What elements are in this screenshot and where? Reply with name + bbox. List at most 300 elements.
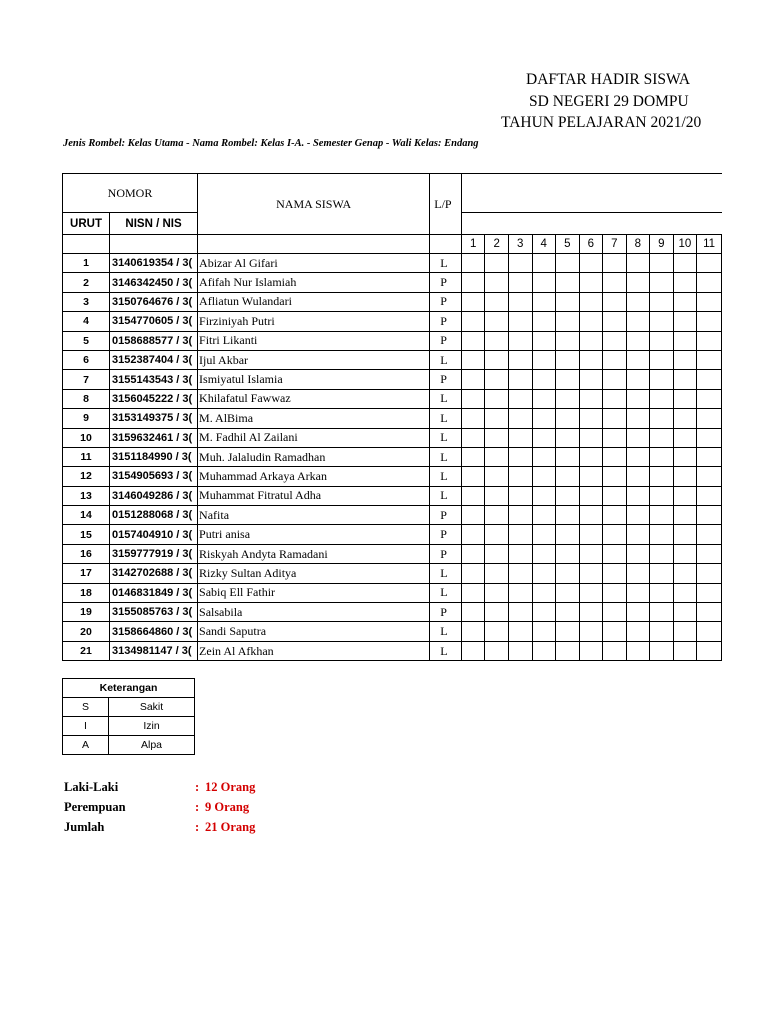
attendance-cell[interactable]: [603, 409, 627, 428]
attendance-cell[interactable]: [579, 467, 603, 486]
attendance-cell[interactable]: [650, 409, 674, 428]
attendance-cell[interactable]: [626, 486, 650, 505]
attendance-cell[interactable]: [532, 312, 556, 331]
summary-value: 21 Orang: [205, 820, 256, 834]
attendance-cell[interactable]: [697, 525, 722, 544]
attendance-cell[interactable]: [673, 525, 697, 544]
nisn-cell: 3142702688 / 3(: [110, 564, 198, 583]
attendance-cell[interactable]: [603, 350, 627, 369]
attendance-cell[interactable]: [532, 486, 556, 505]
attendance-cell[interactable]: [508, 641, 532, 660]
student-name: Firziniyah Putri: [198, 312, 430, 331]
summary-colon: :: [195, 800, 200, 814]
attendance-cell[interactable]: [508, 428, 532, 447]
attendance-cell[interactable]: [697, 447, 722, 466]
attendance-cell[interactable]: [532, 544, 556, 563]
attendance-cell[interactable]: [556, 312, 580, 331]
attendance-cell[interactable]: [697, 428, 722, 447]
attendance-cell[interactable]: [556, 603, 580, 622]
attendance-cell[interactable]: [579, 292, 603, 311]
attendance-cell[interactable]: [603, 312, 627, 331]
summary-value: 9 Orang: [205, 800, 250, 814]
attendance-cell[interactable]: [603, 544, 627, 563]
attendance-cell[interactable]: [673, 641, 697, 660]
attendance-cell[interactable]: [556, 370, 580, 389]
attendance-cell[interactable]: [603, 292, 627, 311]
attendance-cell[interactable]: [603, 583, 627, 602]
attendance-cell[interactable]: [508, 564, 532, 583]
summary-value: 12 Orang: [205, 780, 256, 794]
student-name: Muhammad Arkaya Arkan: [198, 467, 430, 486]
attendance-cell[interactable]: [532, 409, 556, 428]
attendance-cell[interactable]: [461, 544, 485, 563]
attendance-cell[interactable]: [579, 312, 603, 331]
table-row: [63, 467, 722, 486]
attendance-cell[interactable]: [603, 564, 627, 583]
attendance-cell[interactable]: [626, 350, 650, 369]
attendance-cell[interactable]: [461, 486, 485, 505]
gender-cell: L: [430, 564, 462, 583]
attendance-cell[interactable]: [697, 409, 722, 428]
attendance-cell[interactable]: [626, 583, 650, 602]
attendance-cell[interactable]: [603, 389, 627, 408]
attendance-cell[interactable]: [532, 583, 556, 602]
attendance-cell[interactable]: [579, 506, 603, 525]
attendance-cell[interactable]: [461, 370, 485, 389]
attendance-cell[interactable]: [697, 603, 722, 622]
attendance-cell[interactable]: [650, 486, 674, 505]
attendance-cell[interactable]: [485, 583, 509, 602]
attendance-cell[interactable]: [485, 292, 509, 311]
attendance-cell[interactable]: [461, 564, 485, 583]
attendance-cell[interactable]: [603, 331, 627, 350]
attendance-cell[interactable]: [626, 292, 650, 311]
attendance-cell[interactable]: [532, 428, 556, 447]
attendance-cell[interactable]: [508, 583, 532, 602]
attendance-cell[interactable]: [508, 544, 532, 563]
attendance-cell[interactable]: [461, 312, 485, 331]
attendance-cell[interactable]: [485, 331, 509, 350]
summary-label: Laki-Laki: [64, 780, 119, 794]
legend-label: Izin: [109, 717, 195, 736]
attendance-cell[interactable]: [697, 506, 722, 525]
attendance-cell[interactable]: [673, 409, 697, 428]
attendance-cell[interactable]: [626, 370, 650, 389]
attendance-cell[interactable]: [673, 467, 697, 486]
attendance-cell[interactable]: [508, 409, 532, 428]
attendance-cell[interactable]: [673, 292, 697, 311]
attendance-cell[interactable]: [485, 641, 509, 660]
day-number: 9: [650, 235, 674, 254]
attendance-cell[interactable]: [485, 506, 509, 525]
row-number: 6: [63, 350, 110, 369]
attendance-cell[interactable]: [485, 370, 509, 389]
nisn-cell: 3159632461 / 3(: [110, 428, 198, 447]
attendance-cell[interactable]: [697, 254, 722, 273]
attendance-cell[interactable]: [673, 622, 697, 641]
attendance-cell[interactable]: [603, 273, 627, 292]
attendance-cell[interactable]: [485, 254, 509, 273]
col-nisn-header: NISN / NIS: [110, 213, 198, 235]
row-number: 15: [63, 525, 110, 544]
attendance-cell[interactable]: [650, 254, 674, 273]
attendance-cell[interactable]: [556, 447, 580, 466]
student-name: M. Fadhil Al Zailani: [198, 428, 430, 447]
attendance-cell[interactable]: [673, 506, 697, 525]
attendance-cell[interactable]: [626, 506, 650, 525]
attendance-cell[interactable]: [508, 389, 532, 408]
attendance-cell[interactable]: [579, 603, 603, 622]
student-name: Salsabila: [198, 603, 430, 622]
attendance-cell[interactable]: [626, 564, 650, 583]
attendance-cell[interactable]: [603, 254, 627, 273]
row-number: 11: [63, 447, 110, 466]
attendance-cell[interactable]: [508, 331, 532, 350]
attendance-cell[interactable]: [508, 447, 532, 466]
attendance-cell[interactable]: [650, 447, 674, 466]
attendance-cell[interactable]: [556, 506, 580, 525]
attendance-cell[interactable]: [697, 350, 722, 369]
attendance-cell[interactable]: [556, 641, 580, 660]
attendance-cell[interactable]: [508, 312, 532, 331]
col-urut-header: URUT: [63, 213, 110, 235]
student-name: Rizky Sultan Aditya: [198, 564, 430, 583]
attendance-cell[interactable]: [603, 622, 627, 641]
gender-cell: P: [430, 273, 462, 292]
table-row: [63, 641, 722, 660]
nisn-cell: 3146049286 / 3(: [110, 486, 198, 505]
attendance-cell[interactable]: [485, 622, 509, 641]
attendance-cell[interactable]: [626, 544, 650, 563]
attendance-cell[interactable]: [650, 467, 674, 486]
attendance-cell[interactable]: [532, 331, 556, 350]
attendance-cell[interactable]: [508, 506, 532, 525]
attendance-cell[interactable]: [579, 583, 603, 602]
attendance-cell[interactable]: [673, 389, 697, 408]
day-number: 7: [603, 235, 627, 254]
attendance-cell[interactable]: [532, 370, 556, 389]
gender-cell: L: [430, 428, 462, 447]
table-row: [63, 409, 722, 428]
attendance-cell[interactable]: [461, 622, 485, 641]
attendance-cell[interactable]: [697, 622, 722, 641]
attendance-cell[interactable]: [650, 641, 674, 660]
attendance-cell[interactable]: [603, 641, 627, 660]
nisn-cell: 3156045222 / 3(: [110, 389, 198, 408]
attendance-cell[interactable]: [461, 467, 485, 486]
attendance-cell[interactable]: [556, 331, 580, 350]
attendance-cell[interactable]: [603, 603, 627, 622]
attendance-cell[interactable]: [626, 447, 650, 466]
attendance-cell[interactable]: [673, 273, 697, 292]
attendance-cell[interactable]: [650, 273, 674, 292]
nisn-cell: 3152387404 / 3(: [110, 350, 198, 369]
gender-cell: L: [430, 486, 462, 505]
attendance-cell[interactable]: [673, 603, 697, 622]
attendance-cell[interactable]: [697, 583, 722, 602]
attendance-cell[interactable]: [556, 389, 580, 408]
gender-cell: L: [430, 254, 462, 273]
attendance-cell[interactable]: [556, 544, 580, 563]
attendance-cell[interactable]: [556, 486, 580, 505]
attendance-cell[interactable]: [508, 467, 532, 486]
summary-label: Jumlah: [64, 820, 105, 834]
attendance-cell[interactable]: [532, 467, 556, 486]
attendance-cell[interactable]: [485, 564, 509, 583]
attendance-cell[interactable]: [556, 583, 580, 602]
attendance-cell[interactable]: [579, 331, 603, 350]
attendance-cell[interactable]: [461, 273, 485, 292]
attendance-cell[interactable]: [579, 254, 603, 273]
gender-cell: L: [430, 641, 462, 660]
attendance-cell[interactable]: [579, 486, 603, 505]
date-header-bottom: [461, 213, 721, 235]
attendance-cell[interactable]: [579, 409, 603, 428]
attendance-cell[interactable]: [673, 254, 697, 273]
attendance-cell[interactable]: [697, 273, 722, 292]
attendance-cell[interactable]: [626, 525, 650, 544]
attendance-cell[interactable]: [461, 447, 485, 466]
day-number: 10: [673, 235, 697, 254]
attendance-cell[interactable]: [579, 447, 603, 466]
attendance-cell[interactable]: [508, 370, 532, 389]
attendance-cell[interactable]: [697, 331, 722, 350]
attendance-cell[interactable]: [579, 350, 603, 369]
row-number: 9: [63, 409, 110, 428]
attendance-cell[interactable]: [626, 622, 650, 641]
row-number: 10: [63, 428, 110, 447]
nisn-cell: 3158664860 / 3(: [110, 622, 198, 641]
attendance-cell[interactable]: [603, 525, 627, 544]
day-number: 1: [461, 235, 485, 254]
nisn-cell: 3151184990 / 3(: [110, 447, 198, 466]
attendance-cell[interactable]: [673, 350, 697, 369]
attendance-cell[interactable]: [485, 273, 509, 292]
attendance-cell[interactable]: [461, 254, 485, 273]
gender-cell: L: [430, 583, 462, 602]
attendance-cell[interactable]: [650, 583, 674, 602]
attendance-cell[interactable]: [603, 428, 627, 447]
legend-title: Keterangan: [63, 679, 195, 698]
attendance-cell[interactable]: [556, 254, 580, 273]
attendance-cell[interactable]: [461, 506, 485, 525]
student-name: Afliatun Wulandari: [198, 292, 430, 311]
attendance-cell[interactable]: [697, 370, 722, 389]
attendance-cell[interactable]: [673, 583, 697, 602]
attendance-cell[interactable]: [626, 331, 650, 350]
attendance-cell[interactable]: [461, 389, 485, 408]
attendance-cell[interactable]: [461, 428, 485, 447]
attendance-cell[interactable]: [603, 467, 627, 486]
table-row: [63, 389, 722, 408]
attendance-cell[interactable]: [626, 273, 650, 292]
day-number: 6: [579, 235, 603, 254]
attendance-cell[interactable]: [650, 506, 674, 525]
attendance-cell[interactable]: [556, 292, 580, 311]
attendance-cell[interactable]: [508, 292, 532, 311]
attendance-cell[interactable]: [579, 622, 603, 641]
attendance-cell[interactable]: [650, 428, 674, 447]
attendance-cell[interactable]: [579, 273, 603, 292]
student-name: Zein Al Afkhan: [198, 641, 430, 660]
attendance-cell[interactable]: [461, 641, 485, 660]
attendance-cell[interactable]: [508, 350, 532, 369]
attendance-cell[interactable]: [650, 603, 674, 622]
attendance-cell[interactable]: [697, 389, 722, 408]
attendance-cell[interactable]: [485, 409, 509, 428]
attendance-cell[interactable]: [697, 292, 722, 311]
attendance-cell[interactable]: [485, 544, 509, 563]
col-lp-header: L/P: [430, 174, 462, 235]
attendance-cell[interactable]: [485, 389, 509, 408]
attendance-cell[interactable]: [485, 603, 509, 622]
day-number: 5: [556, 235, 580, 254]
attendance-cell[interactable]: [579, 544, 603, 563]
attendance-cell[interactable]: [650, 389, 674, 408]
attendance-cell[interactable]: [532, 292, 556, 311]
attendance-cell[interactable]: [626, 409, 650, 428]
student-name: Sabiq Ell Fathir: [198, 583, 430, 602]
attendance-cell[interactable]: [579, 525, 603, 544]
attendance-cell[interactable]: [485, 312, 509, 331]
table-row: [63, 292, 722, 311]
attendance-cell[interactable]: [650, 292, 674, 311]
attendance-cell[interactable]: [626, 389, 650, 408]
attendance-cell[interactable]: [485, 486, 509, 505]
attendance-cell[interactable]: [556, 409, 580, 428]
attendance-cell[interactable]: [508, 273, 532, 292]
attendance-cell[interactable]: [485, 428, 509, 447]
attendance-cell[interactable]: [603, 486, 627, 505]
attendance-cell[interactable]: [508, 525, 532, 544]
attendance-cell[interactable]: [650, 370, 674, 389]
attendance-cell[interactable]: [650, 350, 674, 369]
attendance-cell[interactable]: [697, 564, 722, 583]
attendance-cell[interactable]: [673, 312, 697, 331]
attendance-cell[interactable]: [532, 254, 556, 273]
attendance-cell[interactable]: [556, 467, 580, 486]
attendance-cell[interactable]: [579, 370, 603, 389]
attendance-cell[interactable]: [650, 622, 674, 641]
attendance-cell[interactable]: [579, 564, 603, 583]
attendance-cell[interactable]: [626, 641, 650, 660]
attendance-cell[interactable]: [556, 564, 580, 583]
gender-cell: P: [430, 370, 462, 389]
attendance-cell[interactable]: [532, 350, 556, 369]
attendance-cell[interactable]: [626, 467, 650, 486]
attendance-cell[interactable]: [650, 564, 674, 583]
attendance-cell[interactable]: [532, 273, 556, 292]
attendance-cell[interactable]: [579, 641, 603, 660]
legend-label: Sakit: [109, 698, 195, 717]
attendance-cell[interactable]: [697, 641, 722, 660]
attendance-cell[interactable]: [485, 447, 509, 466]
blank-cell: [430, 235, 462, 254]
attendance-cell[interactable]: [532, 525, 556, 544]
attendance-cell[interactable]: [532, 641, 556, 660]
table-row: [63, 622, 722, 641]
attendance-cell[interactable]: [673, 564, 697, 583]
attendance-cell[interactable]: [673, 486, 697, 505]
attendance-cell[interactable]: [485, 467, 509, 486]
attendance-cell[interactable]: [556, 622, 580, 641]
summary-colon: :: [195, 780, 200, 794]
student-name: Nafita: [198, 506, 430, 525]
attendance-cell[interactable]: [603, 506, 627, 525]
attendance-cell[interactable]: [508, 254, 532, 273]
student-name: Ismiyatul Islamia: [198, 370, 430, 389]
attendance-cell[interactable]: [579, 389, 603, 408]
attendance-cell[interactable]: [461, 292, 485, 311]
attendance-cell[interactable]: [626, 312, 650, 331]
row-number: 14: [63, 506, 110, 525]
gender-cell: P: [430, 525, 462, 544]
attendance-cell[interactable]: [461, 409, 485, 428]
attendance-cell[interactable]: [697, 544, 722, 563]
nisn-cell: 3159777919 / 3(: [110, 544, 198, 563]
row-number: 20: [63, 622, 110, 641]
attendance-cell[interactable]: [673, 544, 697, 563]
student-name: Muh. Jalaludin Ramadhan: [198, 447, 430, 466]
attendance-cell[interactable]: [461, 331, 485, 350]
attendance-cell[interactable]: [508, 603, 532, 622]
attendance-cell[interactable]: [603, 447, 627, 466]
attendance-cell[interactable]: [532, 564, 556, 583]
attendance-cell[interactable]: [697, 467, 722, 486]
row-number: 4: [63, 312, 110, 331]
summary-label: Perempuan: [64, 800, 126, 814]
attendance-cell[interactable]: [697, 486, 722, 505]
attendance-cell[interactable]: [556, 525, 580, 544]
attendance-cell[interactable]: [532, 389, 556, 408]
attendance-cell[interactable]: [673, 331, 697, 350]
attendance-cell[interactable]: [626, 254, 650, 273]
attendance-cell[interactable]: [650, 544, 674, 563]
attendance-cell[interactable]: [603, 370, 627, 389]
attendance-cell[interactable]: [508, 622, 532, 641]
attendance-cell[interactable]: [697, 312, 722, 331]
attendance-cell[interactable]: [556, 428, 580, 447]
attendance-cell[interactable]: [461, 525, 485, 544]
attendance-cell[interactable]: [673, 428, 697, 447]
attendance-cell[interactable]: [461, 603, 485, 622]
attendance-cell[interactable]: [650, 525, 674, 544]
attendance-cell[interactable]: [532, 506, 556, 525]
attendance-cell[interactable]: [579, 428, 603, 447]
attendance-cell[interactable]: [673, 370, 697, 389]
gender-cell: P: [430, 603, 462, 622]
attendance-cell[interactable]: [485, 525, 509, 544]
attendance-cell[interactable]: [626, 603, 650, 622]
nisn-cell: 3153149375 / 3(: [110, 409, 198, 428]
attendance-cell[interactable]: [532, 447, 556, 466]
class-info: Jenis Rombel: Kelas Utama - Nama Rombel: Kelas I-A. - Semester Genap - Wali Kelas: Endang: [63, 138, 479, 149]
attendance-cell[interactable]: [626, 428, 650, 447]
attendance-cell[interactable]: [461, 583, 485, 602]
attendance-cell[interactable]: [532, 603, 556, 622]
attendance-cell[interactable]: [673, 447, 697, 466]
attendance-cell[interactable]: [532, 622, 556, 641]
gender-cell: L: [430, 447, 462, 466]
student-name: Abizar Al Gifari: [198, 254, 430, 273]
attendance-cell[interactable]: [485, 350, 509, 369]
attendance-cell[interactable]: [556, 350, 580, 369]
attendance-cell[interactable]: [461, 350, 485, 369]
attendance-cell[interactable]: [650, 312, 674, 331]
attendance-cell[interactable]: [650, 331, 674, 350]
attendance-cell[interactable]: [556, 273, 580, 292]
attendance-cell[interactable]: [508, 486, 532, 505]
